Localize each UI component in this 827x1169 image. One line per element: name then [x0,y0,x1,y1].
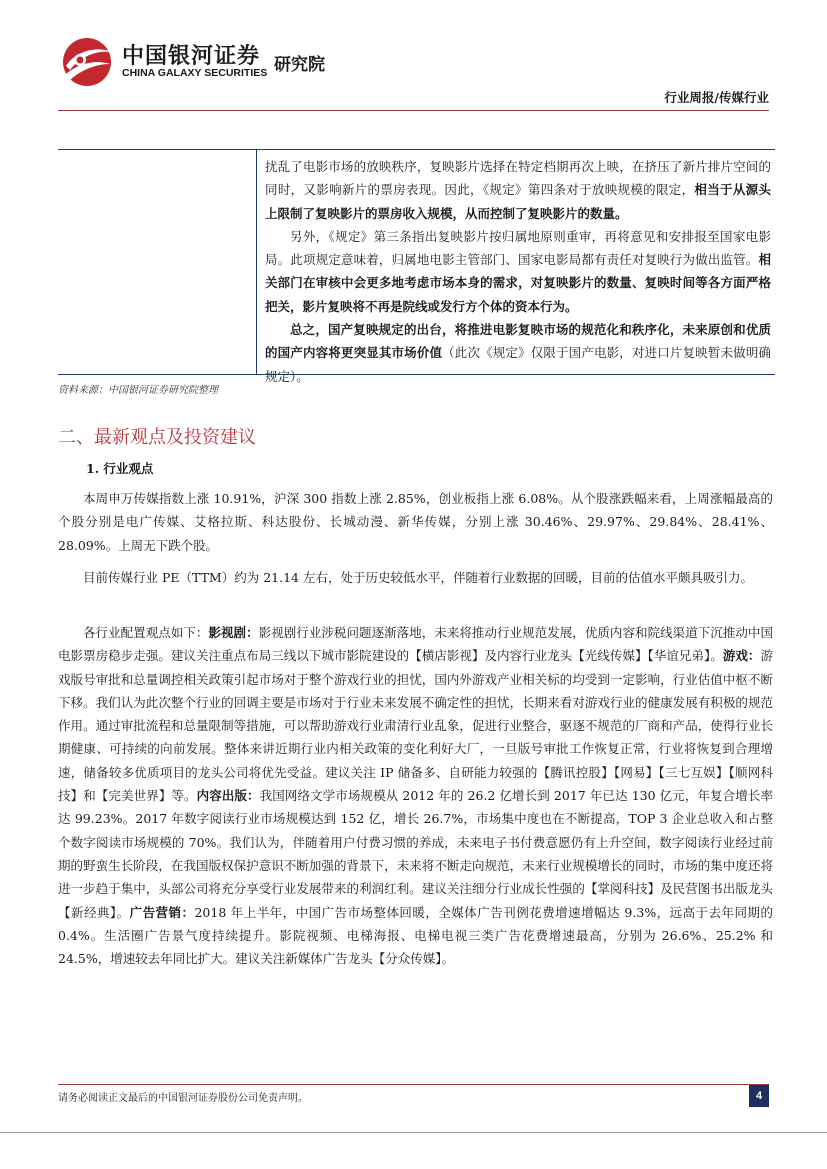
section-title: 二、最新观点及投资建议 [58,427,256,448]
paragraph-valuation: 目前传媒行业 PE（TTM）约为 21.14 左右，处于历史较低水平，伴随着行业数据的回暖，目前的估值水平颇具吸引力。 [83,570,753,585]
footer-divider [58,1084,769,1085]
header-divider [58,110,769,111]
paragraph-sector-views: 各行业配置观点如下：影视剧：影视剧行业涉税问题逐渐落地，未来将推动行业规范发展，优质内容和院线渠道下沉推动中国电影票房稳步走强。建议关注重点布局三线以下城市影院建设的【横店影视】及内容行业龙头【光线传媒】【华谊兄弟】。游戏：游戏版号审批和总量调控相关政策引起市场对于整个游戏行业的担忧，国内外游戏产业相关标的均受到一定影响，行业估值中枢不断下移。我们认为此次整个行业的回调主要是市场对于行业未来发展不确定性的担忧，长期来看对游戏行业的健康发展有积极的规范作用。通过审批流程和总量限制等措施，可以帮助游戏行业肃清行业乱象，促进行业整合，驱逐不规范的厂商和产品，使得行业长期健康、可持续的向前发展。整体来讲近期行业内相关政策的变化利好大厂，一旦版号审批工作恢复正常，行业将恢复到合理增速，储备较多优质项目的龙头公司将优先受益。建议关注 IP 储备多、自研能力较强的【腾讯控股】【网易】【三七互娱】【顺网科技】和【完美世界】等。内容出版：我国网络文学市场规模从 2012 年的 26.2 亿增长到 2017 年已达 130 亿元，年复合增长率达 99.23%。2017 年数字阅读行业市场规模达到 152 亿，增长 26.7%，市场集中度也在不断提高，TOP 3 企业总收入和占整个数字阅读市场规模的 70%。我们认为，伴随着用户付费习惯的养成，未来电子书付费意愿仍有上升空间，数字阅读行业经过前期的野蛮生长阶段，在我国版权保护意识不断加强的背景下，未来将不断走向规范，未来行业规模增长的同时，市场的集中度还将进一步趋于集中，头部公司将充分享受行业发展带来的利润红利。建议关注细分行业成长性强的【掌阅科技】及民营图书出版龙头【新经典】。广告营销：2018 年上半年，中国广告市场整体回暖，全媒体广告刊例花费增速增幅达 9.3%，远高于去年同期的 0.4%。生活圈广告景气度持续提升。影院视频、电梯海报、电梯电视三类广告花费增速最高，分别为 26.6%、25.2% 和 24.5%，增速较去年同比扩大。建议关注新媒体广告龙头【分众传媒】。 [58,625,773,967]
china-galaxy-logo-icon [58,36,116,88]
brand-name-en: CHINA GALAXY SECURITIES [122,67,268,79]
box-text [265,155,771,388]
section-subtitle: 1. 行业观点 [86,461,154,476]
policy-analysis-box [58,149,775,384]
box-paragraph-2: 另外，《规定》第三条指出复映影片按归属地原则重审，再将意见和安排报至国家电影局。此项规定意味着，归属地电影主管部门、国家电影局都有责任对复映行为做出监管。相关部门在审核中会更多地考虑市场本身的需求，对复映影片的数量、复映时间等各方面严格把关，影片复映将不再是院线或发行方个体的资本行为。 [265,228,771,314]
page-number: 4 [749,1085,769,1107]
brand-name-cn: 中国银河证券 [122,44,261,69]
source-note: 资料来源：中国银河证券研究院整理 [58,385,218,396]
box-paragraph-3: 总之，国产复映规定的出台，将推进电影复映市场的规范化和秩序化，未来原创和优质的国产内容将更突显其市场价值（此次《规定》仅限于国产电影，对进口片复映暂未做明确规定）。 [265,322,771,384]
box-paragraph-1: 扰乱了电影市场的放映秩序，复映影片选择在特定档期再次上映，在挤压了新片排片空间的同时，又影响新片的票房表现。因此，《规定》第四条对于放映规模的限定，相当于从源头上限制了复映影片的票房收入规模，从而控制了复映影片的数量。 [265,159,771,221]
brand-institute: 研究院 [274,55,325,75]
disclaimer-note: 请务必阅读正文最后的中国银河证券股份公司免责声明。 [58,1093,308,1104]
report-type: 行业周报/传媒行业 [664,90,769,105]
paragraph-index-performance: 本周申万传媒指数上涨 10.91%，沪深 300 指数上涨 2.85%，创业板指上涨 6.08%。从个股涨跌幅来看，上周涨幅最高的个股分别是电广传媒、艾格拉斯、科达股份、长城动漫、新华传媒，分别上涨 30.46%、29.97%、29.84%、28.41%、28.09%。上周无下跌个股。 [58,491,773,553]
page-bottom-rule [0,1132,827,1133]
box-column-divider [256,150,257,374]
